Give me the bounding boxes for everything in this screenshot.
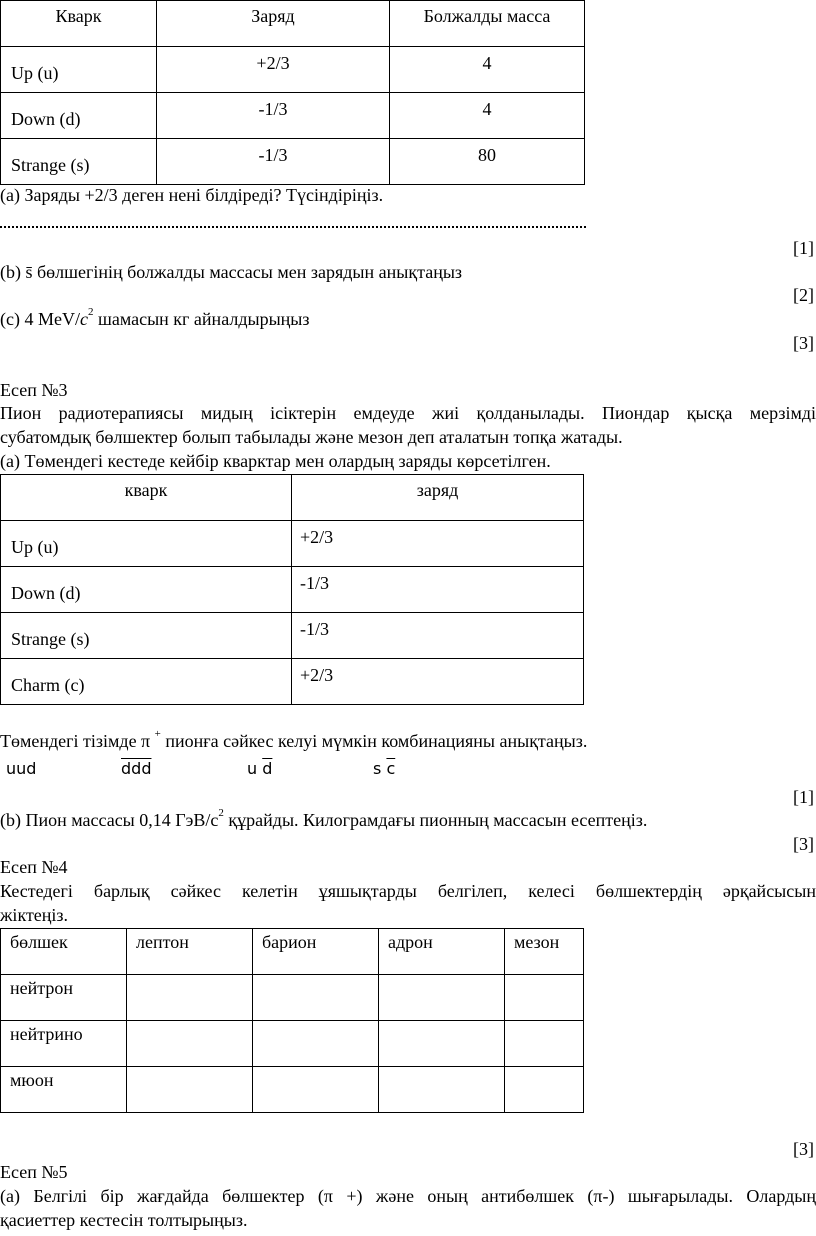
- question-c-post: шамасын кг айналдырыңыз: [93, 309, 310, 329]
- question-b: (b) s̄ бөлшегінің болжалды массасы мен зарядын анықтаңыз: [0, 262, 463, 282]
- table-row-charge: +2/3: [292, 659, 584, 705]
- table-row-quark: Down (d): [1, 93, 157, 139]
- table-cell[interactable]: [127, 975, 253, 1021]
- table-cell[interactable]: [127, 1021, 253, 1067]
- table-row-quark: Down (d): [1, 567, 292, 613]
- quark-mass-table: [0, 0, 585, 185]
- table-cell[interactable]: [505, 1021, 584, 1067]
- answer-line: [0, 226, 586, 228]
- header-quark: кварк: [1, 475, 292, 521]
- task3-part-b-sup: 2: [218, 807, 224, 819]
- option-cbar: $\overline{c}$: [386, 759, 396, 778]
- particle-classification-table: [0, 928, 584, 1113]
- marks-task4: [3]: [793, 1139, 814, 1159]
- option-s: s: [373, 759, 382, 778]
- combo-prompt: [0, 728, 588, 752]
- marks-a: [1]: [793, 238, 814, 258]
- table-row-mass: 4: [390, 47, 585, 93]
- table-row-quark: Up (u): [1, 521, 292, 567]
- table-cell[interactable]: [379, 975, 505, 1021]
- task3-part-b-post: құрайды. Килограмдағы пионның массасын есептеңіз.: [223, 810, 648, 830]
- header-quark: Кварк: [1, 1, 157, 47]
- table-row-charge: -1/3: [157, 139, 390, 185]
- marks-task3-b: [3]: [793, 834, 814, 854]
- table-row-charge: -1/3: [157, 93, 390, 139]
- header-particle: бөлшек: [1, 929, 127, 975]
- table-row-particle: мюон: [1, 1067, 127, 1113]
- table-row-charge: -1/3: [292, 613, 584, 659]
- task5-title: Есеп №5: [0, 1162, 68, 1182]
- option-ddd: $\overline{ddd}$: [121, 759, 152, 778]
- option-dbar: $\overline{d}$: [262, 759, 273, 778]
- header-mass: Болжалды масса: [390, 1, 585, 47]
- header-meson: мезон: [505, 929, 584, 975]
- question-a: (a) Заряды +2/3 деген нені білдіреді? Түсіндіріңіз.: [0, 185, 384, 205]
- combo-prompt-text: Төмендегі тізімде π: [0, 731, 155, 751]
- table-row-charge: -1/3: [292, 567, 584, 613]
- table-cell[interactable]: [505, 1067, 584, 1113]
- task5-line1: (a) Белгілі бір жағдайда бөлшектер (π +) және оның антибөлшек (π-) шығарылады. Олардың: [0, 1186, 816, 1206]
- marks-combo: [1]: [793, 787, 814, 807]
- question-c-sup: 2: [87, 306, 94, 318]
- question-c-var: c: [79, 309, 88, 329]
- table-cell[interactable]: [253, 975, 379, 1021]
- header-baryon: барион: [253, 929, 379, 975]
- table-cell[interactable]: [253, 1067, 379, 1113]
- table-row-charge: +2/3: [157, 47, 390, 93]
- table-row-quark: Charm (c): [1, 659, 292, 705]
- table-cell[interactable]: [505, 975, 584, 1021]
- task3-title: Есеп №3: [0, 380, 68, 400]
- task4-intro-line2: жіктеңіз.: [0, 905, 69, 925]
- table-row-particle: нейтрино: [1, 1021, 127, 1067]
- table-cell[interactable]: [379, 1067, 505, 1113]
- header-hadron: адрон: [379, 929, 505, 975]
- task5-line2: қасиеттер кестесін толтырыңыз.: [0, 1210, 248, 1230]
- option-s-cbar: [373, 759, 395, 778]
- table-row-quark: Strange (s): [1, 139, 157, 185]
- task4-title: Есеп №4: [0, 857, 68, 877]
- table-row-charge: +2/3: [292, 521, 584, 567]
- table-row-particle: нейтрон: [1, 975, 127, 1021]
- combo-prompt-sup: +: [154, 728, 161, 740]
- table-row-mass: 80: [390, 139, 585, 185]
- table-cell[interactable]: [253, 1021, 379, 1067]
- task3-intro-line1: Пион радиотерапиясы мидың ісіктерін емдеуде жиі қолданылады. Пиондар қысқа мерзімді: [0, 403, 816, 423]
- quark-charge-table: [0, 474, 584, 705]
- table-row-mass: 4: [390, 93, 585, 139]
- task3-part-a: (a) Төмендегі кестеде кейбір кварктар мен олардың заряды көрсетілген.: [0, 451, 551, 471]
- task3-intro-line2: субатомдық бөлшектер болып табылады және мезон деп аталатын топқа жатады.: [0, 427, 623, 447]
- header-charge: Заряд: [157, 1, 390, 47]
- option-u-dbar: [247, 759, 272, 778]
- header-charge: заряд: [292, 475, 584, 521]
- task3-part-b-text: (b) Пион массасы 0,14 ГэВ/c: [0, 810, 219, 830]
- task4-intro-line1: Кестедегі барлық сәйкес келетін ұяшықтарды белгілеп, келесі бөлшектердің әрқайсысын: [0, 881, 816, 901]
- option-u: u: [247, 759, 258, 778]
- marks-c: [3]: [793, 333, 814, 353]
- table-row-quark: Up (u): [1, 47, 157, 93]
- table-cell[interactable]: [127, 1067, 253, 1113]
- question-c-text: (c) 4 MeV/: [0, 309, 80, 329]
- header-lepton: лептон: [127, 929, 253, 975]
- table-row-quark: Strange (s): [1, 613, 292, 659]
- table-cell[interactable]: [379, 1021, 505, 1067]
- task3-part-b: [0, 807, 648, 831]
- option-uud: uud: [6, 759, 37, 778]
- marks-b: [2]: [793, 285, 814, 305]
- question-c: [0, 306, 310, 330]
- combo-prompt-post: пионға сәйкес келуі мүмкін комбинацияны анықтаңыз.: [160, 731, 588, 751]
